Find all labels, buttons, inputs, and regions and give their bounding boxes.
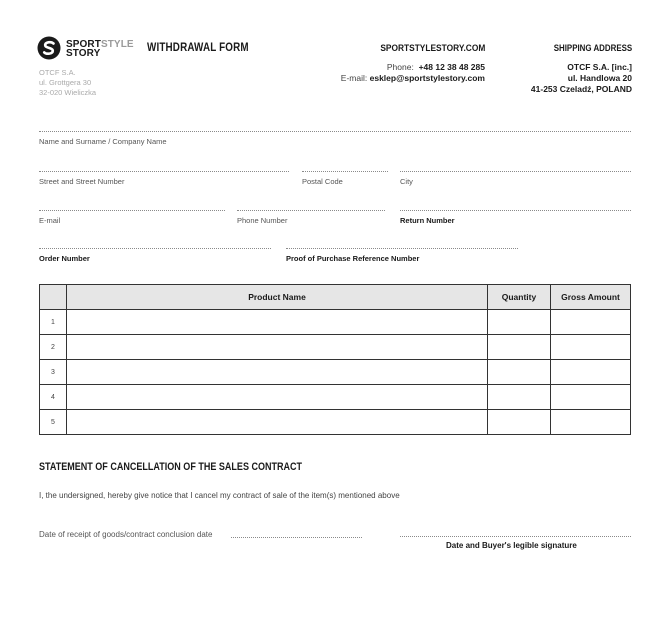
order-number-label: Order Number [39, 254, 90, 263]
table-row [40, 310, 631, 335]
signature-field[interactable] [400, 536, 631, 537]
table-header-row [40, 285, 631, 310]
row-number: 1 [40, 310, 67, 335]
product-cell[interactable] [67, 310, 488, 335]
email-label: E-mail [39, 216, 61, 225]
product-cell[interactable] [67, 360, 488, 385]
table-row [40, 410, 631, 435]
signature-label: Date and Buyer's legible signature [446, 541, 577, 550]
product-cell[interactable] [67, 335, 488, 360]
row-number: 3 [40, 360, 67, 385]
logo-icon [37, 36, 61, 65]
shipping-address: OTCF S.A. [inc.] ul. Handlowa 20 41-253 Czeladź, POLAND [530, 62, 632, 94]
quantity-cell[interactable] [488, 310, 551, 335]
proof-field[interactable] [286, 248, 518, 249]
name-label: Name and Surname / Company Name [39, 137, 167, 146]
shipping-heading: SHIPPING ADDRESS [553, 43, 632, 53]
product-table [39, 284, 631, 435]
quantity-cell[interactable] [488, 385, 551, 410]
date-field[interactable] [231, 537, 362, 538]
product-cell[interactable] [67, 385, 488, 410]
row-number: 4 [40, 385, 67, 410]
return-number-label: Return Number [400, 216, 455, 225]
statement-heading: STATEMENT OF CANCELLATION OF THE SALES CONTRACT [39, 461, 303, 473]
gross-cell[interactable] [551, 385, 631, 410]
street-label: Street and Street Number [39, 177, 125, 186]
row-number: 2 [40, 335, 67, 360]
quantity-cell[interactable] [488, 335, 551, 360]
order-number-field[interactable] [39, 248, 271, 249]
phone-label: Phone Number [237, 216, 288, 225]
quantity-cell[interactable] [488, 360, 551, 385]
street-field[interactable] [39, 171, 289, 172]
table-row [40, 385, 631, 410]
quantity-cell[interactable] [488, 410, 551, 435]
gross-cell[interactable] [551, 360, 631, 385]
phone-field[interactable] [237, 210, 385, 211]
table-row [40, 335, 631, 360]
gross-cell[interactable] [551, 335, 631, 360]
city-label: City [400, 177, 413, 186]
table-row [40, 360, 631, 385]
website: SPORTSTYLESTORY.COM [380, 43, 485, 54]
return-number-field[interactable] [400, 210, 631, 211]
city-field[interactable] [400, 171, 631, 172]
name-field[interactable] [39, 131, 631, 132]
statement-text: I, the undersigned, hereby give notice that I cancel my contract of sale of the item(s) mentioned above [39, 491, 400, 500]
contact-info: Phone: +48 12 38 48 285 E-mail: esklep@sportstylestory.com [340, 62, 485, 83]
proof-label: Proof of Purchase Reference Number [286, 254, 420, 263]
email-field[interactable] [39, 210, 225, 211]
table-header-quantity: Quantity [488, 285, 551, 310]
table-header-number [40, 285, 67, 310]
form-title: WITHDRAWAL FORM [147, 40, 249, 54]
table-header-product: Product Name [67, 285, 488, 310]
gross-cell[interactable] [551, 310, 631, 335]
product-cell[interactable] [67, 410, 488, 435]
table-header-gross: Gross Amount [551, 285, 631, 310]
postal-field[interactable] [302, 171, 388, 172]
postal-label: Postal Code [302, 177, 343, 186]
date-label: Date of receipt of goods/contract conclusion date [39, 530, 213, 539]
row-number: 5 [40, 410, 67, 435]
logo-wordmark: SPORTSTYLE STORY [66, 39, 134, 59]
gross-cell[interactable] [551, 410, 631, 435]
company-address: OTCF S.A. ul. Grottgera 30 32-020 Wieliczka [39, 68, 97, 97]
